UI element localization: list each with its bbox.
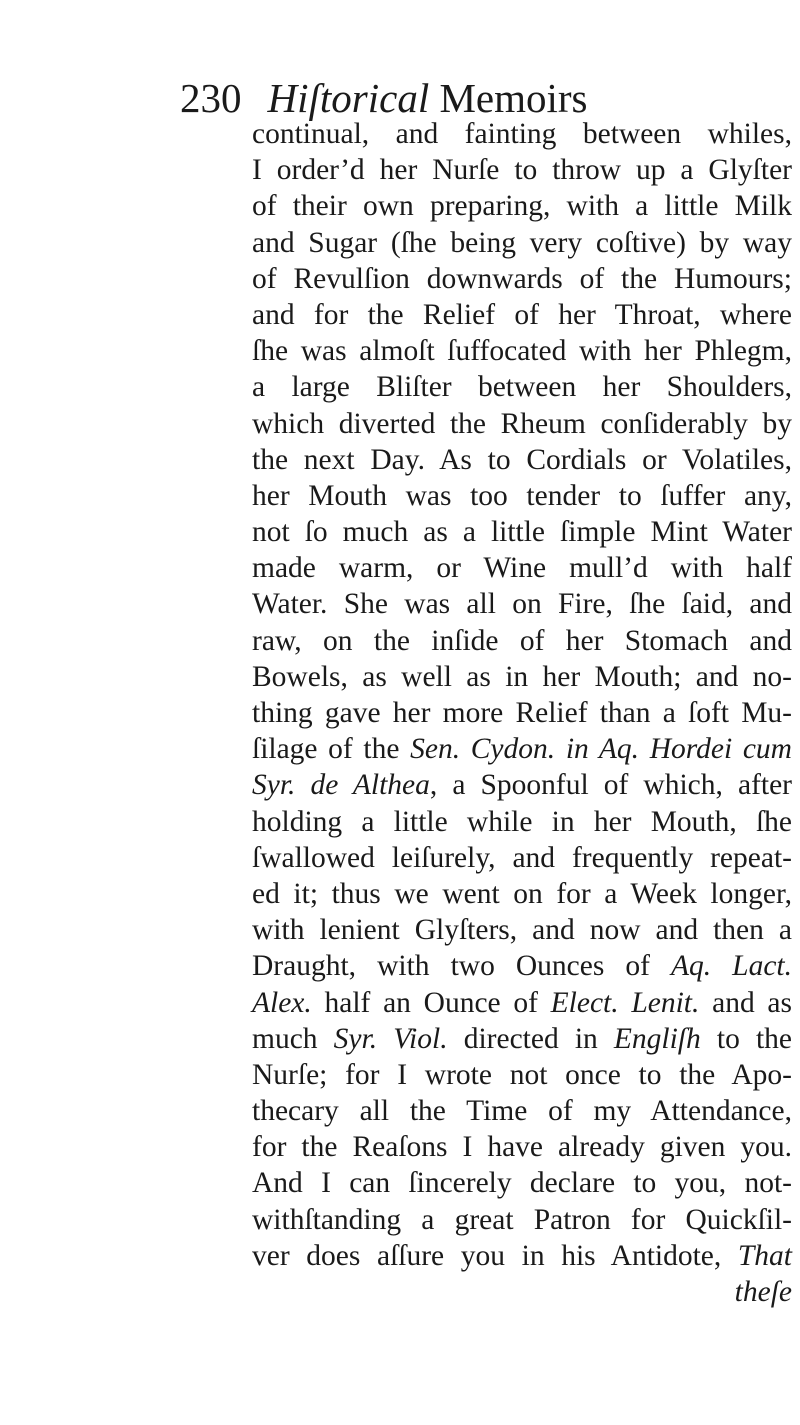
text-line: and Sugar (ſhe being very coſtive) by way <box>252 226 792 259</box>
text-line <box>252 731 792 767</box>
text-line: the next Day. As to Cordials or Volatiles, <box>252 443 792 476</box>
text-line: I order’d her Nurſe to throw up a Glyſter <box>252 154 792 187</box>
text-run: Draught, with two Ounces of <box>252 950 671 983</box>
text-line: and for the Relief of her Throat, where <box>252 298 792 331</box>
text-line <box>252 1021 792 1057</box>
body-text <box>252 116 792 1310</box>
text-line: her Mouth was too tender to ſuffer any, <box>252 479 792 512</box>
running-title-roman: Memoirs <box>439 75 588 121</box>
text-line <box>252 948 792 984</box>
text-line: Bowels, as well as in her Mouth; and no- <box>252 660 792 693</box>
text-line: with lenient Glyſters, and now and then a <box>252 914 792 947</box>
page-number: 230 <box>180 75 242 121</box>
latin-run: Sen. Cydon. in Aq. Hordei cum <box>410 733 792 766</box>
text-line <box>252 1238 792 1274</box>
text-line <box>252 767 792 803</box>
text-line: ſwallowed leiſurely, and frequently repeat- <box>252 841 792 874</box>
italic-run: Engliſh <box>613 1022 701 1055</box>
text-line: a large Bliſter between her Shoulders, <box>252 371 792 404</box>
text-run: half an Ounce of <box>311 986 551 1019</box>
text-line: raw, on the inſide of her Stomach and <box>252 624 792 657</box>
text-line: of Revulſion downwards of the Humours; <box>252 262 792 295</box>
text-line: ſhe was almoſt ſuffocated with her Phlegm, <box>252 335 792 368</box>
latin-run: Aq. Lact. <box>670 950 792 983</box>
text-run: much <box>252 1022 334 1055</box>
text-line: thing gave her more Relief than a ſoft Mu- <box>252 697 792 729</box>
text-run: and as <box>699 986 792 1019</box>
text-line: not ſo much as a little ſimple Mint Water <box>252 516 792 549</box>
text-line: And I can ſincerely declare to you, not- <box>252 1167 792 1200</box>
text-line: which diverted the Rheum conſiderably by <box>252 407 792 440</box>
text-line: withſtanding a great Patron for Quickſil- <box>252 1203 792 1236</box>
text-run: directed in <box>447 1022 614 1055</box>
text-line: Nurſe; for I wrote not once to the Apo- <box>252 1058 792 1091</box>
text-line: for the Reaſons I have already given you. <box>252 1131 792 1164</box>
text-line: continual, and fainting between whiles, <box>252 118 792 150</box>
text-line <box>252 985 792 1021</box>
text-line: ed it; thus we went on for a Week longer, <box>252 877 792 910</box>
italic-run: That <box>737 1239 792 1272</box>
latin-run: Elect. Lenit. <box>550 986 700 1019</box>
text-line: thecary all the Time of my Attendance, <box>252 1095 792 1128</box>
latin-run: Alex. <box>252 986 312 1019</box>
text-run: to the <box>700 1022 792 1055</box>
text-line: Water. She was all on Fire, ſhe ſaid, and <box>252 588 792 621</box>
text-run: ſilage of the <box>252 733 411 766</box>
text-line: of their own preparing, with a little Milk <box>252 190 792 223</box>
text-line: made warm, or Wine mull’d with half <box>252 552 792 585</box>
latin-run: Syr. de Althea <box>252 769 430 802</box>
text-run: , a Spoonful of which, after <box>429 769 793 802</box>
text-run: ver does aſſure you in his Antidote, <box>252 1239 738 1272</box>
catchword: theſe <box>734 1276 792 1308</box>
running-title-italic: Hiſtorical <box>267 75 430 121</box>
text-line: holding a little while in her Mouth, ſhe <box>252 805 792 838</box>
latin-run: Syr. Viol. <box>333 1022 448 1055</box>
